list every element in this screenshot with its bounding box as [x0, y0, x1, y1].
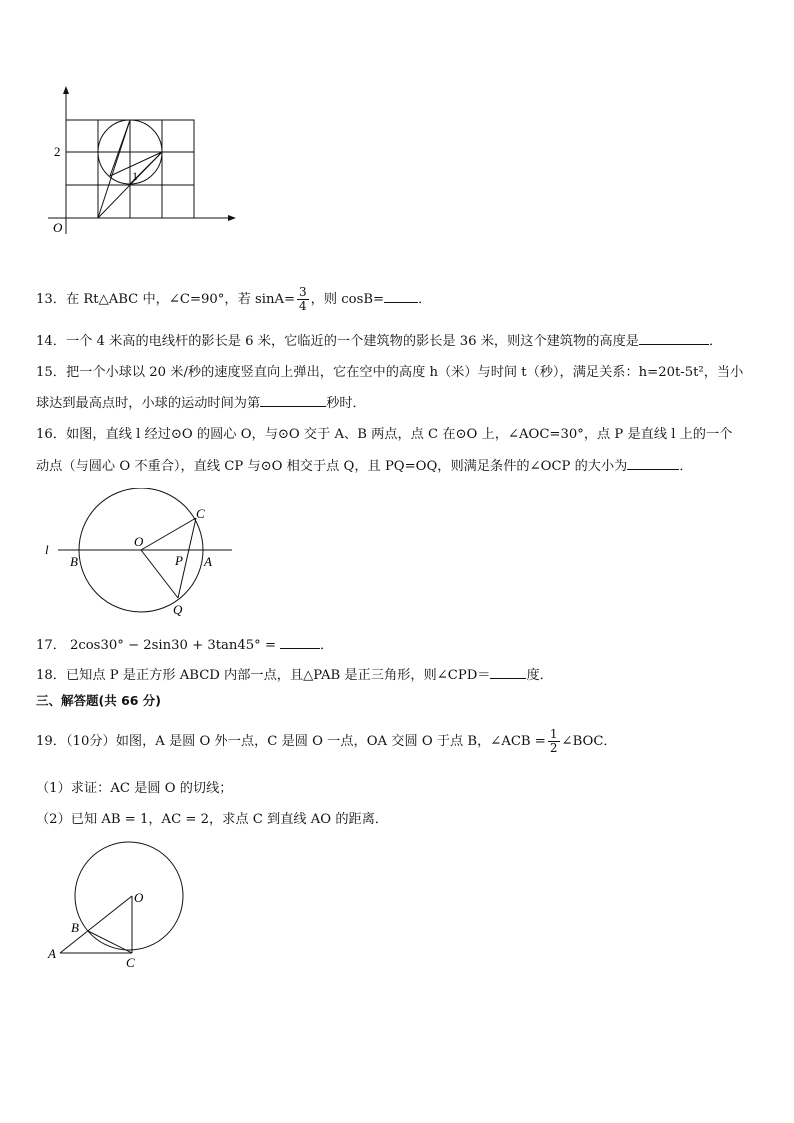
q14-number: 14． — [36, 334, 66, 349]
q15-number: 15． — [36, 365, 66, 380]
q13-frac-den: 4 — [299, 299, 307, 313]
fig3-label-C: C — [126, 955, 135, 970]
fig1-label-origin: O — [53, 220, 63, 235]
q13-frac-num: 3 — [299, 285, 307, 299]
fig2-label-Q: Q — [173, 602, 183, 617]
q18-number: 18． — [36, 668, 66, 683]
question-17 — [36, 636, 333, 655]
q17-answer-blank[interactable] — [280, 636, 320, 649]
q15-line2-b: 秒时． — [326, 396, 366, 411]
question-14 — [36, 332, 722, 351]
fig3-label-B: B — [71, 920, 79, 935]
question-15-line-1 — [36, 364, 743, 382]
q17-number: 17． — [36, 638, 66, 653]
q19-number: 19． — [36, 734, 66, 749]
q16-line2-a: 动点（与圆心 O 不重合），直线 CP 与⊙O 相交于点 Q，且 PQ=OQ，则满足条件的∠OCP 的大小为 — [36, 459, 628, 474]
q16-number: 16． — [36, 427, 66, 442]
q16-line1: 如图，直线 l 经过⊙O 的圆心 O，与⊙O 交于 A、B 两点，点 C 在⊙O 上，∠AOC=30°，点 P 是直线 l 上的一个 — [65, 427, 733, 442]
q13-text-b: ，则 cosB= — [310, 292, 385, 307]
q19-text-a: （10分）如图，A 是圆 O 外一点，C 是圆 O 一点，OA 交圆 O 于点 B，∠ACB = — [65, 734, 546, 749]
q16-line2-b: ． — [679, 459, 693, 474]
question-16-line-1 — [36, 426, 732, 444]
fig2-label-B: B — [70, 554, 78, 569]
q16-answer-blank[interactable] — [627, 457, 679, 470]
fig2-label-l: l — [45, 542, 49, 557]
fig2-label-C: C — [196, 506, 205, 521]
q15-line1: 把一个小球以 20 米/秒的速度竖直向上弹出，它在空中的高度 h（米）与时间 t（秒），满足关系：h=20t-5t²，当小 — [65, 365, 744, 380]
q13-answer-blank[interactable] — [384, 290, 418, 303]
fig3-label-A: A — [48, 946, 56, 961]
figure-circle-line-l — [40, 488, 250, 623]
question-13 — [36, 286, 431, 313]
question-15-line-2 — [36, 394, 366, 413]
q15-answer-blank[interactable] — [260, 394, 326, 407]
q14-text-a: 一个 4 米高的电线杆的影长是 6 米，它临近的一个建筑物的影长是 36 米，则这个建筑物的高度是 — [65, 334, 639, 349]
question-19-part-1: （1）求证：AC 是圆 O 的切线； — [36, 781, 233, 796]
q19-frac-num: 1 — [549, 727, 558, 741]
fig2-label-P: P — [175, 553, 183, 568]
q18-text-b: 度． — [526, 668, 553, 683]
q18-text-a: 已知点 P 是正方形 ABCD 内部一点，且△PAB 是正三角形，则∠CPD＝ — [65, 668, 491, 683]
figure-tangent-circle — [40, 840, 200, 970]
q19-frac-den: 2 — [549, 741, 558, 755]
question-19 — [36, 728, 617, 755]
fig2-label-O: O — [134, 534, 144, 549]
q13-text-c: ． — [418, 292, 432, 307]
q17-expression: 2cos30° − 2sin30 + 3tan45° = — [69, 638, 277, 653]
fig1-label-y: 2 — [54, 144, 61, 159]
q14-answer-blank[interactable] — [639, 332, 709, 345]
question-18 — [36, 666, 553, 685]
q19-fraction — [548, 728, 560, 755]
q14-text-b: ． — [709, 334, 723, 349]
q18-answer-blank[interactable] — [490, 666, 526, 679]
figure-grid-circle — [40, 84, 240, 244]
q19-text-b: ∠BOC． — [561, 734, 617, 749]
question-19-part-2: （2）已知 AB = 1，AC = 2，求点 C 到直线 AO 的距离． — [36, 812, 389, 827]
q13-number: 13． — [36, 292, 66, 307]
fig2-label-A: A — [204, 554, 212, 569]
q15-line2-a: 球达到最高点时，小球的运动时间为第 — [36, 396, 261, 411]
q13-text-a: 在 Rt△ABC 中，∠C=90°，若 sinA= — [65, 292, 296, 307]
q13-fraction — [297, 286, 309, 313]
fig1-label-inner: 1 — [132, 169, 138, 183]
section-3-heading: 三、解答题(共 66 分) — [36, 693, 162, 708]
question-16-line-2 — [36, 457, 693, 476]
fig3-label-O: O — [134, 890, 144, 905]
q17-text-b: ． — [320, 638, 334, 653]
